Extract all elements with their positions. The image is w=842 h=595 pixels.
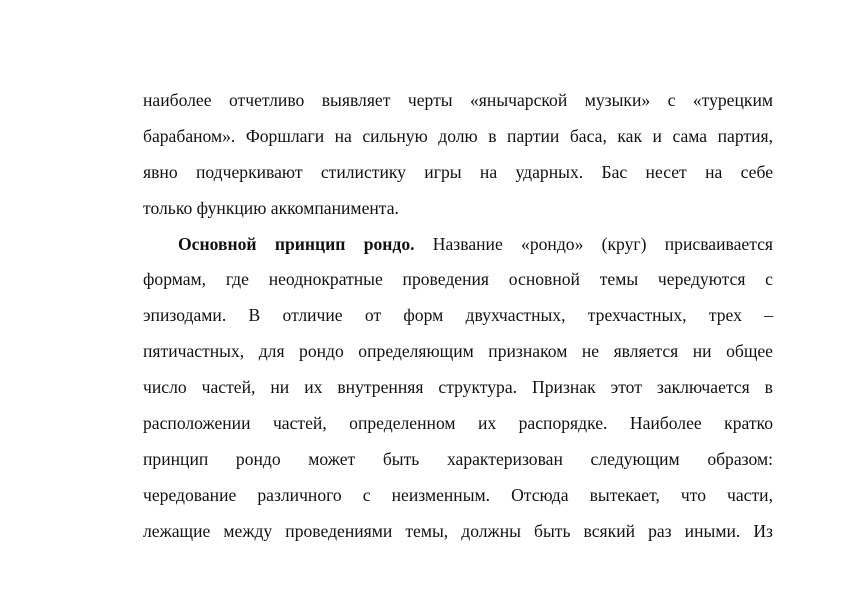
- document-page: [143, 83, 773, 550]
- text-line: формам, где неоднократные проведения основной темы чередуются с: [143, 269, 773, 290]
- text-line: лежащие между проведениями темы, должны быть всякий раз иными. Из: [143, 520, 773, 541]
- text-line: принцип рондо может быть характеризован следующим образом:: [143, 448, 773, 469]
- text-line: [143, 227, 773, 263]
- text-line: эпизодами. В отличие от форм двухчастных, трехчастных, трех –: [143, 305, 773, 326]
- heading-line-rest: Название «рондо» (круг) присваивается: [414, 233, 773, 254]
- text-line: наиболее отчетливо выявляет черты «янычарской музыки» с «турецким: [143, 90, 773, 110]
- paragraph-rondo-principle: [143, 227, 773, 550]
- paragraph-janissary-music: [143, 83, 773, 227]
- text-line: только функцию аккомпанимента.: [143, 197, 399, 218]
- section-heading: Основной принцип рондо.: [178, 233, 415, 254]
- text-line: барабаном». Форшлаги на сильную долю в партии баса, как и сама партия,: [143, 125, 773, 146]
- text-line: пятичастных, для рондо определяющим признаком не является ни общее: [143, 341, 773, 362]
- text-line: число частей, ни их внутренняя структура. Признак этот заключается в: [143, 377, 773, 398]
- text-line: расположении частей, определенном их распорядке. Наиболее кратко: [143, 413, 773, 434]
- text-line: явно подчеркивают стилистику игры на ударных. Бас несет на себе: [143, 161, 773, 182]
- text-line: чередование различного с неизменным. Отсюда вытекает, что части,: [143, 484, 773, 505]
